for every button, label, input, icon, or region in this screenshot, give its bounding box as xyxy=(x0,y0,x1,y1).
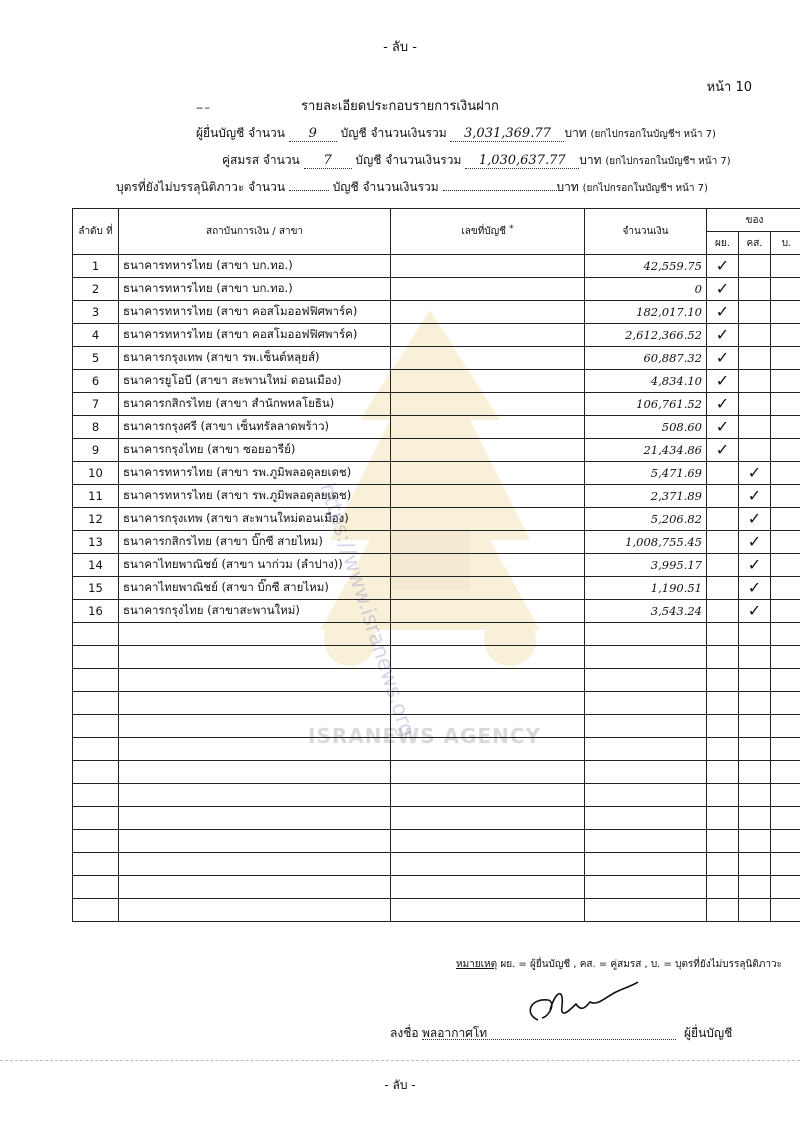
empty-cell xyxy=(771,853,800,876)
empty-cell xyxy=(771,692,800,715)
empty-cell xyxy=(391,692,585,715)
secret-footer: - ลับ - xyxy=(384,1078,416,1092)
row-account xyxy=(391,324,585,347)
empty-cell xyxy=(585,876,707,899)
header-owner-child: บ. xyxy=(771,232,800,255)
owner-declarant-cell xyxy=(707,577,739,600)
empty-cell xyxy=(771,738,800,761)
table-body xyxy=(73,255,800,922)
table-row xyxy=(73,600,800,623)
empty-cell xyxy=(585,761,707,784)
row-account xyxy=(391,577,585,600)
row-institution: ธนาคารทหารไทย (สาขา คอสโมออฟฟิศพาร์ค) xyxy=(119,301,391,324)
row-amount: 1,190.51 xyxy=(585,577,707,600)
row-amount: 182,017.10 xyxy=(585,301,707,324)
owner-child-cell xyxy=(771,485,800,508)
table-header-row xyxy=(73,209,800,232)
summary-count: 9 xyxy=(289,127,337,142)
table-row xyxy=(73,255,800,278)
empty-cell xyxy=(391,623,585,646)
row-number: 14 xyxy=(73,554,119,577)
row-institution: ธนาคารกรุงศรี (สาขา เซ็นทรัลลาดพร้าว) xyxy=(119,416,391,439)
table-row xyxy=(73,278,800,301)
summary-amount: 1,030,637.77 xyxy=(465,154,579,169)
empty-cell xyxy=(119,646,391,669)
row-institution: ธนาคารกรุงไทย (สาขาสะพานใหม่) xyxy=(119,600,391,623)
empty-row xyxy=(73,692,800,715)
summary-baht: บาท xyxy=(564,126,587,140)
row-account xyxy=(391,554,585,577)
owner-spouse-cell xyxy=(739,462,771,485)
check-mark: ✓ xyxy=(715,371,730,390)
table-row xyxy=(73,347,800,370)
summary-note: (ยกไปกรอกในบัญชีฯ หน้า 7) xyxy=(582,183,708,194)
header-owner-spouse: คส. xyxy=(739,232,771,255)
empty-cell xyxy=(391,807,585,830)
summary-unit: บัญชี จำนวนเงินรวม xyxy=(340,126,447,140)
row-amount: 2,371.89 xyxy=(585,485,707,508)
header-owner: ของ xyxy=(707,209,800,232)
empty-cell xyxy=(739,623,771,646)
table-row xyxy=(73,577,800,600)
empty-cell xyxy=(771,876,800,899)
empty-cell xyxy=(119,784,391,807)
owner-spouse-cell xyxy=(739,485,771,508)
summary-child xyxy=(116,178,708,197)
empty-cell xyxy=(739,738,771,761)
summary-unit: บัญชี จำนวนเงินรวม xyxy=(332,180,439,194)
empty-row xyxy=(73,669,800,692)
owner-child-cell xyxy=(771,554,800,577)
owner-spouse-cell xyxy=(739,255,771,278)
owner-spouse-cell xyxy=(739,370,771,393)
page-number: หน้า 10 xyxy=(706,80,752,95)
empty-cell xyxy=(119,692,391,715)
owner-child-cell xyxy=(771,347,800,370)
summary-note: (ยกไปกรอกในบัญชีฯ หน้า 7) xyxy=(590,129,716,140)
check-mark: ✓ xyxy=(747,463,762,482)
empty-cell xyxy=(771,807,800,830)
header-account-label: เลขที่บัญชี xyxy=(461,226,506,237)
row-amount: 1,008,755.45 xyxy=(585,531,707,554)
row-account xyxy=(391,416,585,439)
check-mark: ✓ xyxy=(747,532,762,551)
owner-spouse-cell xyxy=(739,278,771,301)
table-row xyxy=(73,324,800,347)
empty-cell xyxy=(391,876,585,899)
empty-cell xyxy=(73,623,119,646)
empty-cell xyxy=(391,761,585,784)
empty-cell xyxy=(739,669,771,692)
owner-declarant-cell xyxy=(707,301,739,324)
check-mark: ✓ xyxy=(747,578,762,597)
empty-cell xyxy=(119,807,391,830)
row-account xyxy=(391,485,585,508)
row-institution: ธนาคารกรุงเทพ (สาขา สะพานใหม่ดอนเมือง) xyxy=(119,508,391,531)
empty-cell xyxy=(707,761,739,784)
row-institution: ธนาคารทหารไทย (สาขา รพ.ภูมิพลอดุลยเดช) xyxy=(119,485,391,508)
owner-child-cell xyxy=(771,508,800,531)
summary-label: บุตรที่ยังไม่บรรลุนิติภาวะ จำนวน xyxy=(116,180,286,194)
empty-cell xyxy=(707,876,739,899)
table-row xyxy=(73,554,800,577)
owner-spouse-cell xyxy=(739,416,771,439)
row-account xyxy=(391,600,585,623)
deposit-table xyxy=(72,208,800,922)
owner-spouse-cell xyxy=(739,577,771,600)
row-amount: 4,834.10 xyxy=(585,370,707,393)
empty-cell xyxy=(119,738,391,761)
row-account xyxy=(391,370,585,393)
empty-cell xyxy=(585,738,707,761)
owner-declarant-cell xyxy=(707,255,739,278)
owner-child-cell xyxy=(771,324,800,347)
summary-unit: บัญชี จำนวนเงินรวม xyxy=(355,153,462,167)
empty-cell xyxy=(707,715,739,738)
empty-cell xyxy=(585,784,707,807)
owner-declarant-cell xyxy=(707,508,739,531)
summary-label: คู่สมรส จำนวน xyxy=(222,153,300,167)
empty-cell xyxy=(771,899,800,922)
check-mark: ✓ xyxy=(747,555,762,574)
owner-spouse-cell xyxy=(739,554,771,577)
row-amount: 5,471.69 xyxy=(585,462,707,485)
empty-cell xyxy=(771,715,800,738)
empty-cell xyxy=(73,807,119,830)
empty-cell xyxy=(585,830,707,853)
summary-amount xyxy=(443,190,557,191)
empty-row xyxy=(73,784,800,807)
empty-cell xyxy=(119,853,391,876)
empty-cell xyxy=(73,899,119,922)
empty-cell xyxy=(119,876,391,899)
empty-row xyxy=(73,830,800,853)
empty-cell xyxy=(585,669,707,692)
empty-cell xyxy=(391,853,585,876)
row-account xyxy=(391,301,585,324)
owner-spouse-cell xyxy=(739,324,771,347)
empty-row xyxy=(73,715,800,738)
table-row xyxy=(73,531,800,554)
owner-child-cell xyxy=(771,462,800,485)
empty-cell xyxy=(771,646,800,669)
empty-row xyxy=(73,876,800,899)
empty-cell xyxy=(739,899,771,922)
row-number: 13 xyxy=(73,531,119,554)
empty-row xyxy=(73,646,800,669)
empty-cell xyxy=(707,669,739,692)
signature-rank: พลอากาศโท xyxy=(422,1024,676,1040)
check-mark: ✓ xyxy=(715,417,730,436)
empty-row xyxy=(73,761,800,784)
owner-declarant-cell xyxy=(707,462,739,485)
summary-count: 7 xyxy=(304,154,352,169)
empty-cell xyxy=(391,646,585,669)
row-amount: 5,206.82 xyxy=(585,508,707,531)
deposit-table-container xyxy=(72,208,800,954)
signature-label: ลงชื่อ xyxy=(390,1026,419,1040)
owner-spouse-cell xyxy=(739,393,771,416)
row-account xyxy=(391,439,585,462)
row-amount: 3,543.24 xyxy=(585,600,707,623)
empty-cell xyxy=(119,715,391,738)
header-account xyxy=(391,209,585,255)
row-amount: 106,761.52 xyxy=(585,393,707,416)
owner-spouse-cell xyxy=(739,439,771,462)
secret-header: - ลับ - xyxy=(383,40,417,55)
remark-text: ผย. = ผู้ยื่นบัญชี , คส. = คู่สมรส , บ. = บุตรที่ยังไม่บรรลุนิติภาวะ xyxy=(500,959,782,970)
owner-child-cell xyxy=(771,370,800,393)
check-mark: ✓ xyxy=(715,279,730,298)
empty-cell xyxy=(739,876,771,899)
empty-cell xyxy=(73,738,119,761)
owner-declarant-cell xyxy=(707,439,739,462)
row-amount: 60,887.32 xyxy=(585,347,707,370)
row-number: 6 xyxy=(73,370,119,393)
row-account xyxy=(391,255,585,278)
empty-cell xyxy=(119,830,391,853)
empty-cell xyxy=(391,715,585,738)
row-number: 1 xyxy=(73,255,119,278)
owner-declarant-cell xyxy=(707,600,739,623)
owner-child-cell xyxy=(771,301,800,324)
row-institution: ธนาคารทหารไทย (สาขา รพ.ภูมิพลอดุลยเดช) xyxy=(119,462,391,485)
row-number: 3 xyxy=(73,301,119,324)
empty-cell xyxy=(585,807,707,830)
table-row xyxy=(73,416,800,439)
table-row xyxy=(73,462,800,485)
empty-cell xyxy=(771,830,800,853)
empty-row xyxy=(73,853,800,876)
table-row xyxy=(73,301,800,324)
empty-cell xyxy=(585,692,707,715)
owner-child-cell xyxy=(771,278,800,301)
header-no: ลำดับ ที่ xyxy=(73,209,119,255)
empty-cell xyxy=(707,623,739,646)
row-amount: 508.60 xyxy=(585,416,707,439)
summary-declarant xyxy=(196,124,716,143)
row-number: 15 xyxy=(73,577,119,600)
summary-label: ผู้ยื่นบัญชี จำนวน xyxy=(196,126,285,140)
empty-cell xyxy=(585,899,707,922)
row-account xyxy=(391,508,585,531)
check-mark: ✓ xyxy=(747,509,762,528)
empty-row xyxy=(73,899,800,922)
row-amount: 21,434.86 xyxy=(585,439,707,462)
empty-cell xyxy=(73,692,119,715)
empty-cell xyxy=(391,669,585,692)
remark xyxy=(456,957,782,972)
row-number: 16 xyxy=(73,600,119,623)
owner-spouse-cell xyxy=(739,600,771,623)
empty-cell xyxy=(585,646,707,669)
owner-spouse-cell xyxy=(739,531,771,554)
owner-spouse-cell xyxy=(739,347,771,370)
row-account xyxy=(391,462,585,485)
empty-cell xyxy=(73,646,119,669)
empty-cell xyxy=(707,830,739,853)
row-account xyxy=(391,347,585,370)
table-row xyxy=(73,439,800,462)
signature-role: ผู้ยื่นบัญชี xyxy=(684,1026,733,1040)
divider xyxy=(0,1060,800,1061)
owner-child-cell xyxy=(771,600,800,623)
row-number: 4 xyxy=(73,324,119,347)
empty-cell xyxy=(391,899,585,922)
empty-row xyxy=(73,807,800,830)
row-institution: ธนาคาไทยพาณิชย์ (สาขา บิ๊กซี สายไหม) xyxy=(119,577,391,600)
header-institution: สถาบันการเงิน / สาขา xyxy=(119,209,391,255)
watermark-agency: ISRANEWS AGENCY xyxy=(308,724,542,748)
empty-cell xyxy=(585,623,707,646)
check-mark: ✓ xyxy=(715,440,730,459)
summary-count xyxy=(289,190,329,191)
empty-cell xyxy=(771,623,800,646)
owner-spouse-cell xyxy=(739,301,771,324)
row-amount: 2,612,366.52 xyxy=(585,324,707,347)
owner-child-cell xyxy=(771,393,800,416)
empty-cell xyxy=(707,692,739,715)
empty-cell xyxy=(739,646,771,669)
row-institution: ธนาคารกสิกรไทย (สาขา สำนักพหลโยธิน) xyxy=(119,393,391,416)
empty-cell xyxy=(391,738,585,761)
empty-cell xyxy=(73,669,119,692)
remark-label: หมายเหตุ xyxy=(455,959,498,970)
owner-declarant-cell xyxy=(707,416,739,439)
owner-declarant-cell xyxy=(707,531,739,554)
row-number: 7 xyxy=(73,393,119,416)
handwritten-mark: -- – xyxy=(196,101,209,114)
row-institution: ธนาคารกรุงเทพ (สาขา รพ.เซ็นต์หลุยส์) xyxy=(119,347,391,370)
empty-cell xyxy=(119,761,391,784)
owner-declarant-cell xyxy=(707,278,739,301)
empty-cell xyxy=(707,738,739,761)
empty-cell xyxy=(119,899,391,922)
owner-child-cell xyxy=(771,577,800,600)
row-number: 5 xyxy=(73,347,119,370)
owner-declarant-cell xyxy=(707,485,739,508)
row-number: 8 xyxy=(73,416,119,439)
owner-declarant-cell xyxy=(707,554,739,577)
empty-cell xyxy=(391,830,585,853)
empty-cell xyxy=(739,784,771,807)
empty-cell xyxy=(707,807,739,830)
row-institution: ธนาคารทหารไทย (สาขา บก.ทอ.) xyxy=(119,278,391,301)
header-amount: จำนวนเงิน xyxy=(585,209,707,255)
empty-cell xyxy=(73,715,119,738)
summary-baht: บาท xyxy=(556,180,579,194)
document-title: รายละเอียดประกอบรายการเงินฝาก xyxy=(301,99,499,114)
check-mark: ✓ xyxy=(715,348,730,367)
signature-image xyxy=(520,980,640,1030)
empty-cell xyxy=(119,623,391,646)
empty-cell xyxy=(739,807,771,830)
empty-cell xyxy=(585,715,707,738)
row-number: 9 xyxy=(73,439,119,462)
owner-declarant-cell xyxy=(707,324,739,347)
empty-row xyxy=(73,623,800,646)
empty-cell xyxy=(73,853,119,876)
row-number: 11 xyxy=(73,485,119,508)
row-institution: ธนาคารกสิกรไทย (สาขา บิ๊กซี สายไหม) xyxy=(119,531,391,554)
check-mark: ✓ xyxy=(715,256,730,275)
summary-spouse xyxy=(222,151,731,170)
empty-cell xyxy=(119,669,391,692)
check-mark: ✓ xyxy=(715,394,730,413)
row-number: 10 xyxy=(73,462,119,485)
summary-note: (ยกไปกรอกในบัญชีฯ หน้า 7) xyxy=(605,156,731,167)
empty-cell xyxy=(73,761,119,784)
empty-cell xyxy=(771,784,800,807)
row-amount: 0 xyxy=(585,278,707,301)
empty-cell xyxy=(739,853,771,876)
summary-baht: บาท xyxy=(579,153,602,167)
owner-child-cell xyxy=(771,255,800,278)
owner-child-cell xyxy=(771,439,800,462)
empty-cell xyxy=(707,784,739,807)
owner-spouse-cell xyxy=(739,508,771,531)
empty-cell xyxy=(771,669,800,692)
empty-cell xyxy=(739,761,771,784)
check-mark: ✓ xyxy=(715,302,730,321)
row-institution: ธนาคารกรุงไทย (สาขา ซอยอารีย์) xyxy=(119,439,391,462)
owner-declarant-cell xyxy=(707,347,739,370)
table-row xyxy=(73,393,800,416)
table-row xyxy=(73,370,800,393)
empty-row xyxy=(73,738,800,761)
row-institution: ธนาคารทหารไทย (สาขา คอสโมออฟฟิศพาร์ค) xyxy=(119,324,391,347)
row-number: 2 xyxy=(73,278,119,301)
owner-child-cell xyxy=(771,416,800,439)
empty-cell xyxy=(739,715,771,738)
empty-cell xyxy=(73,876,119,899)
empty-cell xyxy=(73,830,119,853)
check-mark: ✓ xyxy=(747,601,762,620)
summary-amount: 3,031,369.77 xyxy=(450,127,564,142)
empty-cell xyxy=(585,853,707,876)
row-account xyxy=(391,278,585,301)
header-account-mark: * xyxy=(509,224,514,234)
owner-child-cell xyxy=(771,531,800,554)
check-mark: ✓ xyxy=(747,486,762,505)
empty-cell xyxy=(739,830,771,853)
table-row xyxy=(73,485,800,508)
empty-cell xyxy=(771,761,800,784)
watermark-url: https://www.isranews.org xyxy=(315,480,420,740)
row-account xyxy=(391,393,585,416)
row-institution: ธนาคาไทยพาณิชย์ (สาขา นาก่วม (ลำปาง)) xyxy=(119,554,391,577)
header-owner-declarant: ผย. xyxy=(707,232,739,255)
row-account xyxy=(391,531,585,554)
empty-cell xyxy=(73,784,119,807)
row-institution: ธนาคารยูโอบี (สาขา สะพานใหม่ ดอนเมือง) xyxy=(119,370,391,393)
row-amount: 3,995.17 xyxy=(585,554,707,577)
row-number: 12 xyxy=(73,508,119,531)
empty-cell xyxy=(707,646,739,669)
empty-cell xyxy=(391,784,585,807)
row-institution: ธนาคารทหารไทย (สาขา บก.ทอ.) xyxy=(119,255,391,278)
table-row xyxy=(73,508,800,531)
empty-cell xyxy=(739,692,771,715)
owner-declarant-cell xyxy=(707,370,739,393)
row-amount: 42,559.75 xyxy=(585,255,707,278)
empty-cell xyxy=(707,899,739,922)
empty-cell xyxy=(707,853,739,876)
check-mark: ✓ xyxy=(715,325,730,344)
owner-declarant-cell xyxy=(707,393,739,416)
